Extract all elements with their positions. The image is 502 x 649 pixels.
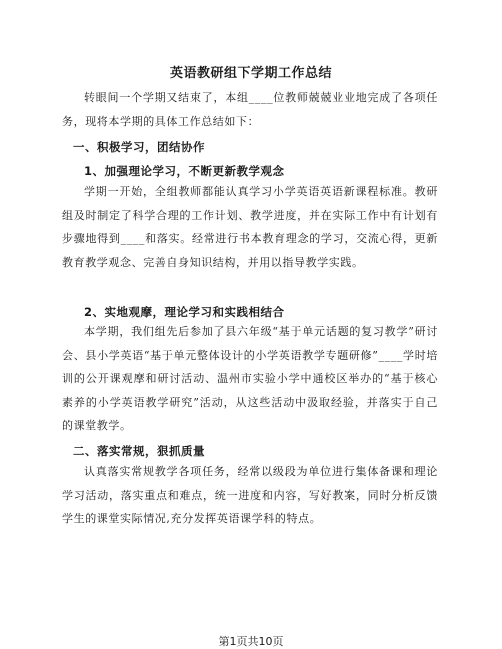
document-title: 英语教研组下学期工作总结 <box>169 66 332 81</box>
page-number-footer: 第1页共10页 <box>218 635 284 648</box>
section1-sub1-heading: 1、加强理论学习，不断更新教学观念 <box>84 164 285 178</box>
section1-sub2-heading: 2、实地观摩，理论学习和实践相结合 <box>84 305 285 319</box>
section2-heading: 二、落实常规，狠抓质量 <box>73 444 205 458</box>
section1-sub2-body: 本学期，我们组先后参加了县六年级“基于单元话题的复习教学”研讨会、县小学英语“基于单元整体设计的小学英语教学专题研修”____学时培训的公开课观摩和研讨活动、温州市实验小学中通校区举办的“基于核心素养的小学英语教学研究”活动，从这些活动中汲取经验，并落实于自己的课堂教学。 <box>62 325 438 432</box>
intro-paragraph: 转眼间一个学期又结束了，本组____位教师兢兢业业地完成了各项任务，现将本学期的具体工作总结如下： <box>62 91 438 128</box>
section1-sub1-body: 学期一开始，全组教师都能认真学习小学英语英语新课程标准。教研组及时制定了科学合理的工作计划、教学进度，并在实际工作中有计划有步骤地得到____和落实。经常进行书本教育理念的学习，交流心得，更新教育教学观念、完善自身知识结构，并用以指导教学实践。 <box>62 185 438 269</box>
section1-heading: 一、积极学习，团结协作 <box>73 140 205 154</box>
section2-body: 认真落实常规教学各项任务，经常以级段为单位进行集体备课和理论学习活动，落实重点和难点，统一进度和内容，写好教案，同时分析反馈学生的课堂实际情况,充分发挥英语课学科的特点。 <box>62 465 438 525</box>
